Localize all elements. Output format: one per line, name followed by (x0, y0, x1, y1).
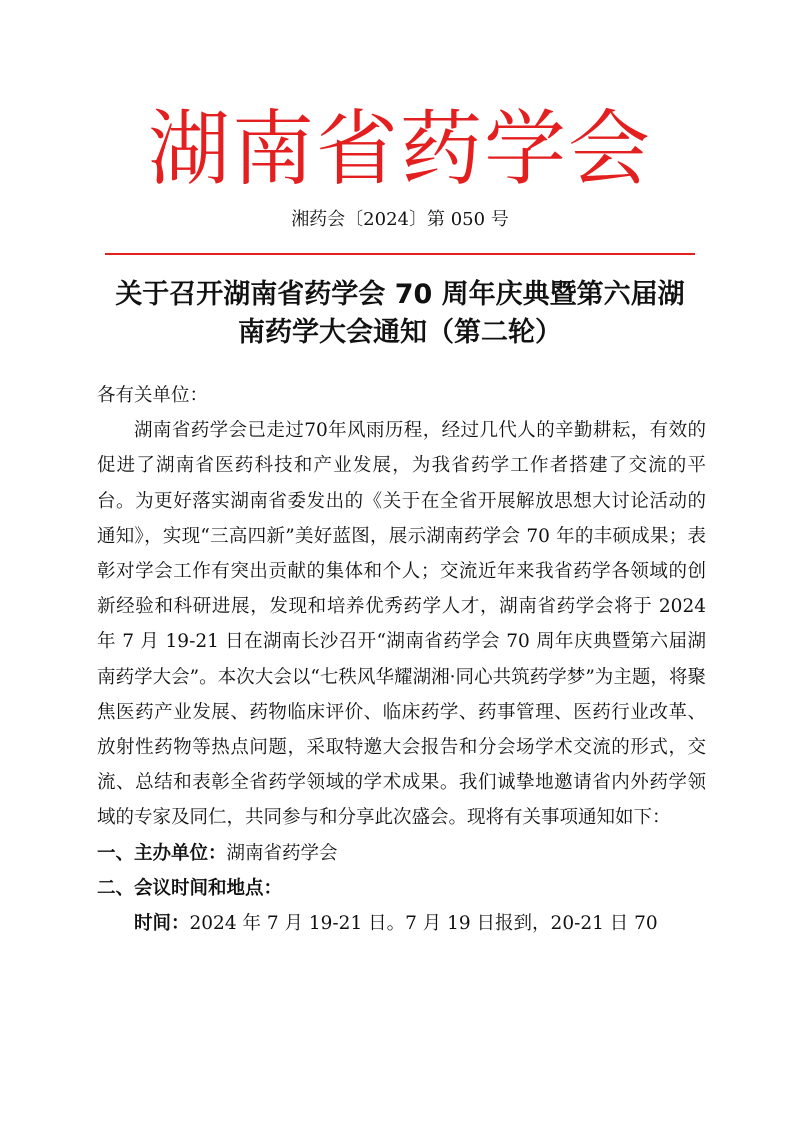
document-title (90, 276, 710, 352)
document-title-line-1: 关于召开湖南省药学会 70 周年庆典暨第六届湖 (115, 279, 685, 310)
section-organizer-heading: 一、主办单位： (97, 842, 227, 864)
organization-header: 湖南省药学会 (147, 102, 652, 197)
document-number: 湘药会〔2024〕第 050 号 (291, 209, 509, 230)
salutation: 各有关单位： (97, 385, 209, 406)
intro-paragraph: 湖南省药学会已走过70年风雨历程，经过几代人的辛勤耕耘，有效的促进了湖南省医药科技和产业发展，为我省药学工作者搭建了交流的平台。为更好落实湖南省委发出的《关于在全省开展解放思想大讨论活动的通知》，实现“三高四新”美好蓝图，展示湖南药学会 70 年的丰硕成果；表彰对学会工作有突出贡献的集体和个人；交流近年来我省药学各领域的创新经验和科研进展，发现和培养优秀药学人才，湖南省药学会将于 2024 年 7 月 19-21 日在湖南长沙召开“湖南省药学会 70 周年庆典暨第六届湖南药学大会”。本次大会以“七秩风华耀湖湘·同心共筑药学梦”为主题，将聚焦医药产业发展、药物临床评价、临床药学、药事管理、医药行业改革、放射性药物等热点问题，采取特邀大会报告和分会场学术交流的形式，交流、总结和表彰全省药学领域的学术成果。我们诚挚地邀请省内外药学领域的专家及同仁，共同参与和分享此次盛会。现将有关事项通知如下： (97, 420, 706, 829)
time-label: 时间： (134, 913, 190, 935)
section-time-location-heading: 二、会议时间和地点： (97, 877, 283, 899)
document-title-line-2: 南药学大会通知（第二轮） (238, 317, 562, 348)
time-line (97, 906, 706, 941)
section-organizer (97, 836, 706, 871)
red-divider-line (105, 253, 695, 255)
time-value: 2024 年 7 月 19-21 日。7 月 19 日报到，20-21 日 70 (189, 913, 658, 935)
document-body (97, 378, 706, 941)
section-organizer-value: 湖南省药学会 (226, 842, 338, 864)
